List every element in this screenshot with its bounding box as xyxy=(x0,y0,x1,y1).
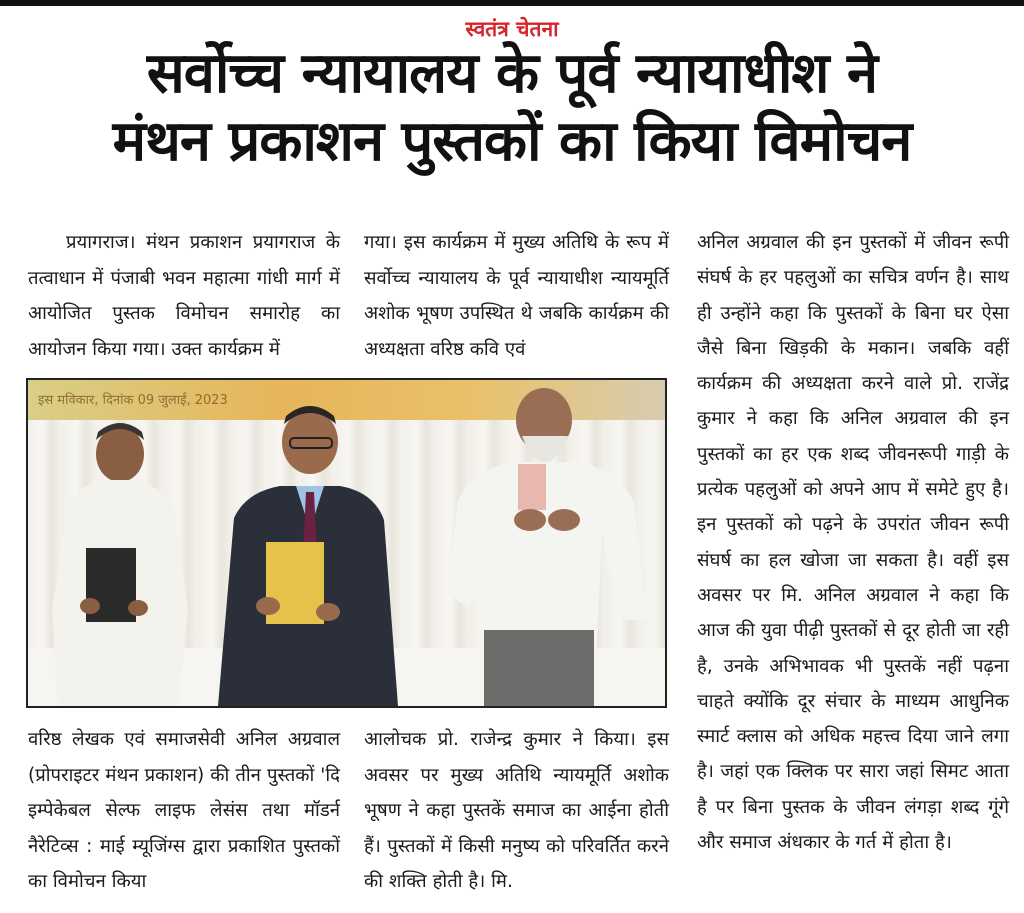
column-1-bottom-text: वरिष्ठ लेखक एवं समाजसेवी अनिल अग्रवाल (प्रोपराइटर मंथन प्रकाशन) की तीन पुस्तकों 'दि इम्पेकेबल सेल्फ लाइफ लेसंस तथा मॉडर्न नैरेटिव्स : माई म्यूजिंग्स द्वारा प्रकाशित पुस्तकों का विमोचन किया xyxy=(28,729,340,892)
person-center xyxy=(218,406,398,706)
book-pink xyxy=(518,464,546,510)
person-left xyxy=(52,423,188,706)
headline-line-1: सर्वोच्च न्यायालय के पूर्व न्यायाधीश ने xyxy=(146,41,878,106)
column-1-bottom xyxy=(28,722,340,900)
column-1-top xyxy=(28,225,340,367)
top-rule xyxy=(0,0,1024,6)
column-3-text: अनिल अग्रवाल की इन पुस्तकों में जीवन रूपी संघर्ष के हर पहलुओं का सचित्र वर्णन है। साथ ही उन्होंने कहा कि पुस्तकों के बिना घर ऐसा जैसे बिना खिड़की के मकान। जबकि वहीं कार्यक्रम की अध्यक्षता करने वाले प्रो. राजेंद्र कुमार ने कहा कि अनिल अग्रवाल की इन पुस्तकों का हर एक शब्द जीवनरूपी गाड़ी के प्रत्येक पहलुओं को अपने आप में समेटे हुए है। इन पुस्तकों को पढ़ने के उपरांत जीवन रूपी संघर्ष का हल खोजा जा सकता है। वहीं इस अवसर पर मि. अनिल अग्रवाल ने कहा कि आज की युवा पीढ़ी पुस्तकों से दूर होती जा रही है, उनके अभिभावक भी पुस्तकें नहीं पढ़ना चाहते क्योंकि दूर संचार के माध्यम आधुनिक स्मार्ट क्लास को अधिक महत्त्व दिया जाने लगा है। जहां एक क्लिक पर सारा जहां सिमट आता है पर बिना पुस्तक के जीवन लंगड़ा शब्द गूंगे और समाज अंधकार के गर्त में होता है। xyxy=(697,232,1009,854)
headline xyxy=(12,40,1012,176)
kicker-label: स्वतंत्र चेतना xyxy=(465,17,559,41)
column-2-top xyxy=(364,225,669,367)
column-2-bottom-text: आलोचक प्रो. राजेन्द्र कुमार ने किया। इस अवसर पर मुख्य अतिथि न्यायमूर्ति अशोक भूषण ने कहा पुस्तकें समाज का आईना होती हैं। पुस्तकों में किसी मनुष्य को परिवर्तित करने की शक्ति होती है। मि. xyxy=(364,729,669,892)
headline-line-2: मंथन प्रकाशन पुस्तकों का किया विमोचन xyxy=(112,109,912,174)
column-2-top-text: गया। इस कार्यक्रम में मुख्य अतिथि के रूप में सर्वोच्च न्यायालय के पूर्व न्यायाधीश न्यायमूर्ति अशोक भूषण उपस्थित थे जबकि कार्यक्रम की अध्यक्षता वरिष्ठ कवि एवं xyxy=(364,232,669,360)
person-right xyxy=(448,388,646,706)
photo-people xyxy=(28,380,665,706)
news-photo xyxy=(26,378,667,708)
column-2-bottom xyxy=(364,722,669,900)
photo-banner-text: इस मविकार, दिनांक 09 जुलाई, 2023 xyxy=(38,393,228,408)
column-1-top-text: प्रयागराज। मंथन प्रकाशन प्रयागराज के तत्वाधान में पंजाबी भवन महात्मा गांधी मार्ग में आयोजित पुस्तक विमोचन समारोह का आयोजन किया गया। उक्त कार्यक्रम में xyxy=(28,232,340,360)
column-3 xyxy=(697,225,1009,860)
